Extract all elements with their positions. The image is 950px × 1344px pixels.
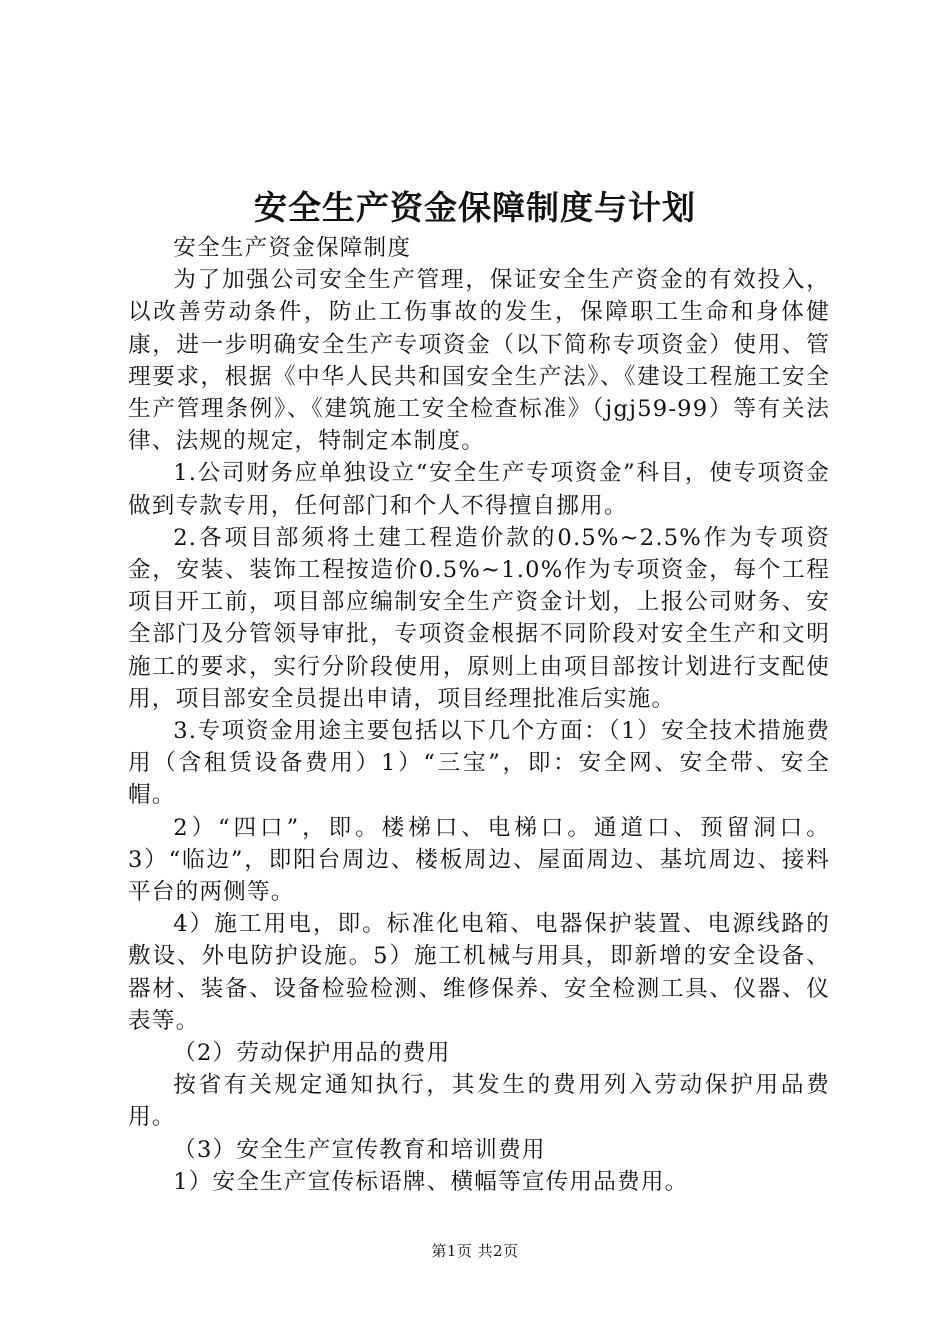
paragraph-item-1: 1.公司财务应单独设立“安全生产专项资金”科目，使专项资金做到专款专用，任何部门和个人不得擅自挪用。	[128, 460, 830, 519]
paragraph-four-openings: 2）“四口”，即。楼梯口、电梯口。通道口、预留洞口。3）“临边”，即阳台周边、楼板周边、屋面周边、基坑周边、接料平台的两侧等。	[128, 814, 830, 906]
paragraph-labor-protection: 按省有关规定通知执行，其发生的费用列入劳动保护用品费用。	[128, 1072, 830, 1131]
section-heading: 安全生产资金保障制度	[173, 235, 412, 261]
paragraph-electricity: 4）施工用电，即。标准化电箱、电器保护装置、电源线路的敷设、外电防护设施。5）施工机械与用具，即新增的安全设备、器材、装备、设备检验检测、维修保养、安全检测工具、仪器、仪表等。	[128, 911, 830, 1034]
paragraph-item-2: 2.各项目部须将土建工程造价款的0.5%~2.5%作为专项资金，安装、装饰工程按造价0.5%~1.0%作为专项资金，每个工程项目开工前，项目部应编制安全生产资金计划，上报公司财务、安全部门及分管领导审批，专项资金根据不同阶段对安全生产和文明施工的要求，实行分阶段使用，原则上由项目部按计划进行支配使用，项目部安全员提出申请，项目经理批准后实施。	[128, 524, 830, 712]
paragraph-item-3: 3.专项资金用途主要包括以下几个方面：（1）安全技术措施费用（含租赁设备费用）1）“三宝”，即：安全网、安全带、安全帽。	[128, 718, 830, 809]
document-title: 安全生产资金保障制度与计划	[254, 188, 696, 227]
paragraph-training-item-1: 1）安全生产宣传标语牌、横幅等宣传用品费用。	[173, 1168, 689, 1195]
paragraph-training-heading: （3）安全生产宣传教育和培训费用	[173, 1136, 546, 1163]
paragraph-intro: 为了加强公司安全生产管理，保证安全生产资金的有效投入，以改善劳动条件，防止工伤事故的发生，保障职工生命和身体健康，进一步明确安全生产专项资金（以下简称专项资金）使用、管理要求，根据《中华人民共和国安全生产法》、《建设工程施工安全生产管理条例》、《建筑施工安全检查标准》（jgj59-99）等有关法律、法规的规定，特制定本制度。	[128, 267, 830, 455]
paragraph-labor-protection-heading: （2）劳动保护用品的费用	[173, 1040, 451, 1067]
page-number-footer: 第1页 共2页	[431, 1242, 519, 1260]
document-body	[128, 232, 830, 1198]
